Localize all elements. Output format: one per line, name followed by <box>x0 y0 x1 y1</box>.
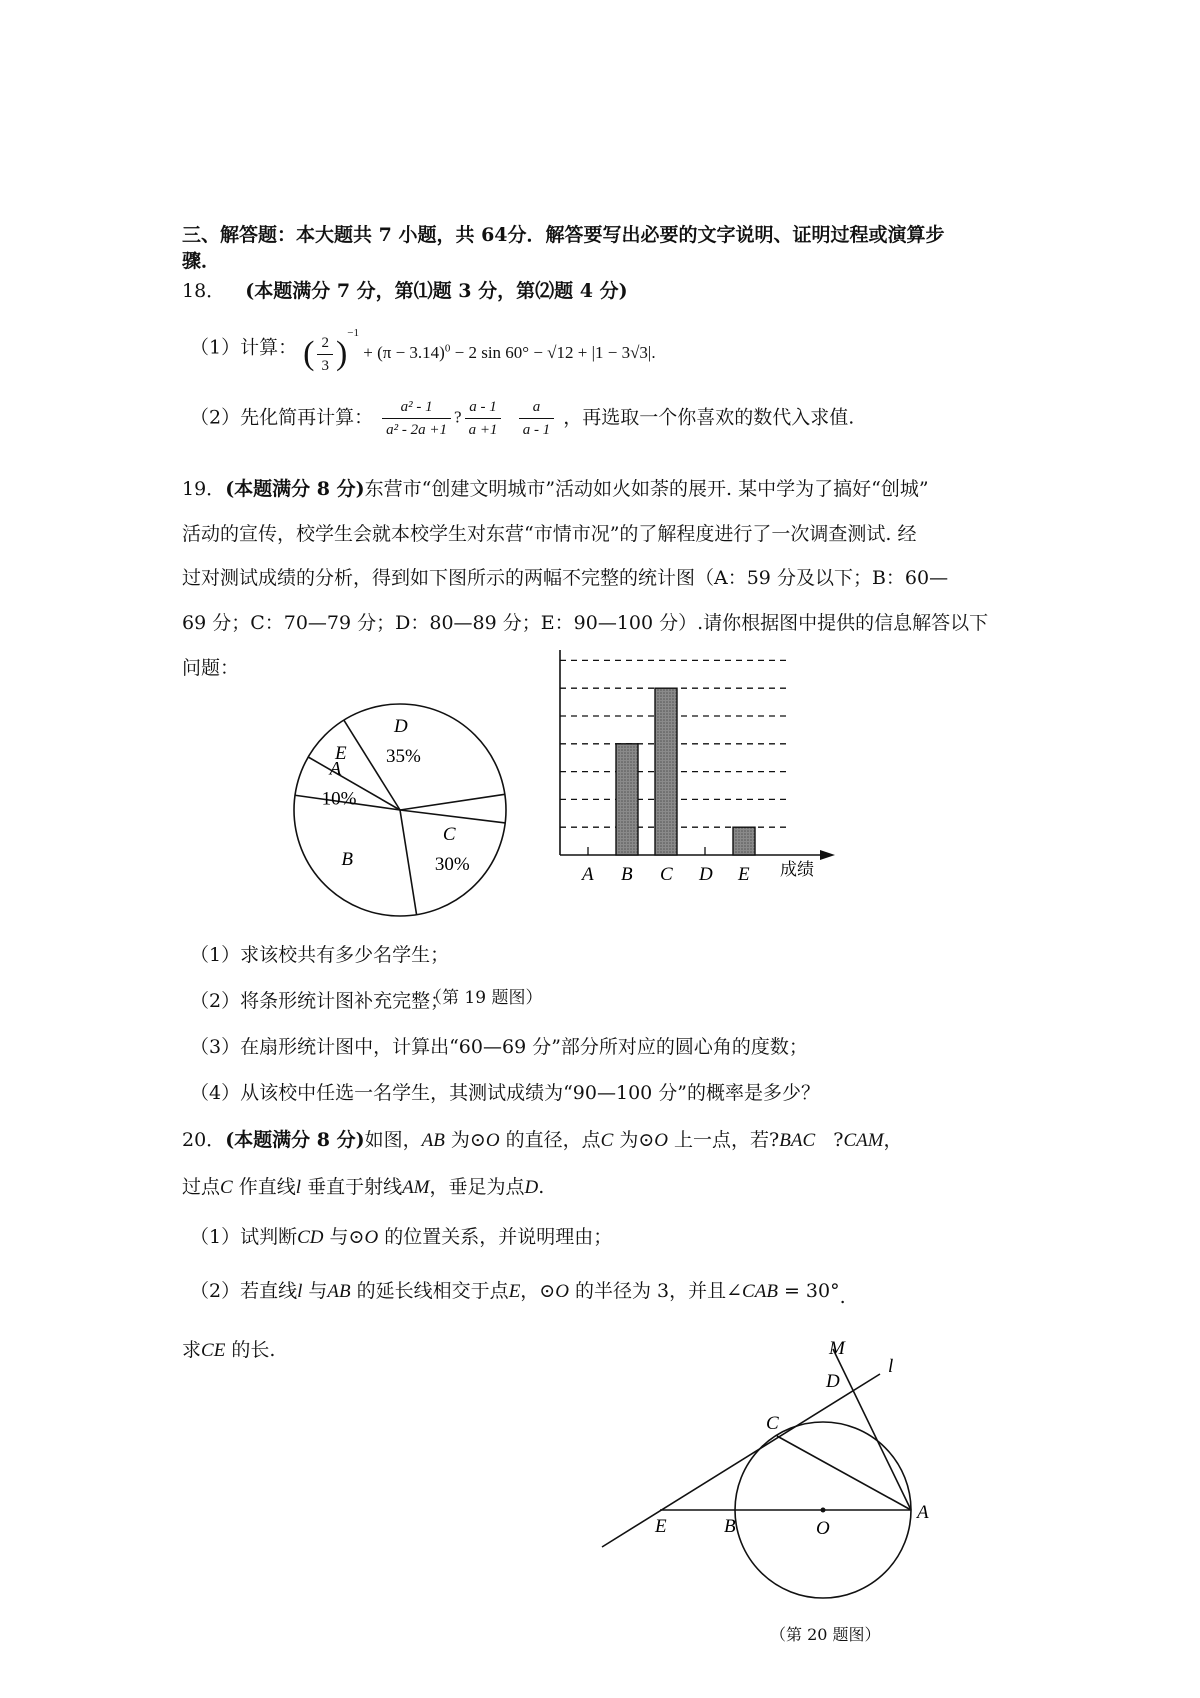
q18-part1 <box>190 320 656 377</box>
q20-text: 垂直于射线 <box>301 1176 403 1198</box>
math-CD: CD <box>297 1227 324 1248</box>
section-heading-cont: 骤． <box>182 250 221 272</box>
math-C: C <box>220 1177 233 1198</box>
pie-divider <box>400 810 505 823</box>
q19-sub2: （2）将条形统计图补充完整； <box>190 990 450 1012</box>
math-E: E <box>508 1281 521 1302</box>
math-O: O <box>485 1130 500 1151</box>
x-tick-label-A: A <box>582 864 594 885</box>
q19-points: (本题满分 8 分) <box>225 478 365 500</box>
label-O: O <box>816 1518 830 1539</box>
pie-label-B: B <box>341 849 353 871</box>
pie-label-C: C <box>442 824 456 846</box>
line-AM <box>833 1349 911 1510</box>
q20-text: 如图， <box>364 1129 422 1151</box>
geometry-figure <box>590 1340 940 1630</box>
bar-chart <box>540 650 920 970</box>
q20-text: 作直线 <box>232 1176 296 1198</box>
q20-text: 与 <box>302 1280 328 1302</box>
q19-line3: 过对测试成绩的分析，得到如下图所示的两幅不完整的统计图（A：59 分及以下；B：60— <box>182 567 949 589</box>
q18-f3-den: a - 1 <box>522 422 551 438</box>
q19-sub4: （4）从该校中任选一名学生，其测试成绩为“90—100 分”的概率是多少？ <box>190 1082 820 1104</box>
bar-C <box>655 688 677 855</box>
label-l: l <box>888 1356 894 1377</box>
label-D: D <box>826 1371 840 1392</box>
q20-text: （2）若直线 <box>190 1280 298 1302</box>
x-tick-label-D: D <box>699 864 713 885</box>
q20-text: 的位置关系，并说明理由； <box>378 1226 613 1248</box>
q18-part2-label: （2）先化简再计算： <box>190 406 374 429</box>
label-E: E <box>655 1516 667 1537</box>
math-C: C <box>600 1130 614 1151</box>
q18-rest2: − 2 sin 60° − √12 + |1 − 3√3|. <box>450 343 656 362</box>
pie-percent-D: 35% <box>386 746 421 767</box>
math-BAC: BAC <box>779 1130 816 1151</box>
section-heading: 三、解答题：本大题共 7 小题，共 64分．解答要写出必要的文字说明、证明过程或演算步 <box>182 224 945 246</box>
q20-text: 的长. <box>225 1339 276 1361</box>
bar-E <box>733 827 755 855</box>
q18-frac-num: 2 <box>317 332 333 355</box>
q20-line2 <box>182 1174 544 1201</box>
q20-text: ，⊙ <box>520 1280 556 1302</box>
q18-part2-formula <box>379 396 557 441</box>
q20-text: 为⊙ <box>613 1129 655 1151</box>
q20-points: (本题满分 8 分) <box>225 1129 365 1151</box>
q18-header <box>182 278 628 304</box>
pie-chart <box>270 680 530 940</box>
q20-text: = 30° <box>777 1280 840 1302</box>
q18-f2-den: a +1 <box>468 422 498 438</box>
q18-exp: −1 <box>347 327 360 339</box>
q19-line2: 活动的宣传，校学生会就本校学生对东营“市情市况”的了解程度进行了一次调查测试. 经 <box>182 523 917 545</box>
pie-label-A: A <box>329 758 342 780</box>
q19-sub1: （1）求该校共有多少名学生； <box>190 944 450 966</box>
q18-exp0: 0 <box>444 342 451 355</box>
math-AB: AB <box>421 1130 445 1151</box>
line-CA <box>777 1436 911 1510</box>
q18-number: 18． <box>182 280 226 302</box>
math-l: l <box>295 1177 302 1198</box>
q20-text: ? <box>815 1129 844 1151</box>
q19-line5: 问题： <box>182 657 240 679</box>
q20-text: ， <box>883 1129 903 1151</box>
q20-text: 与⊙ <box>323 1226 365 1248</box>
center-dot <box>821 1508 826 1513</box>
math-D: D <box>524 1177 539 1198</box>
q20-text: 过点 <box>182 1176 221 1198</box>
q18-points: (本题满分 7 分，第⑴题 3 分，第⑵题 4 分) <box>245 280 628 302</box>
q20-text: 的半径为 3，并且∠ <box>568 1280 743 1302</box>
q18-f2-num: a - 1 <box>465 396 502 419</box>
math-O: O <box>555 1281 569 1302</box>
q20-number: 20． <box>182 1129 226 1151</box>
label-B: B <box>724 1516 736 1537</box>
q20-text: 为⊙ <box>444 1129 486 1151</box>
pie-label-D: D <box>394 716 408 737</box>
q18-part1-formula: ( $\frac{2}{3}$ )$^{-1} + (\pi - 3.14)^0 - 2$ sin 60° − √12 + |1 − 3√3|. <box>303 320 655 377</box>
pie-percent-C: 30% <box>434 854 470 876</box>
q20-text: . <box>839 1286 846 1308</box>
x-axis-arrow <box>820 850 835 860</box>
q18-frac-den: 3 <box>321 357 329 374</box>
math-CE: CE <box>201 1340 226 1361</box>
q19-sub3: （3）在扇形统计图中，计算出“60—69 分”部分所对应的圆心角的度数； <box>190 1036 808 1058</box>
pie-percent-A: 10% <box>321 788 357 810</box>
q18-part1-label: （1）计算： <box>190 336 298 359</box>
q20-text: ，垂足为点 <box>429 1176 525 1198</box>
q20-tail <box>182 1337 275 1364</box>
q19-text1: 东营市“创建文明城市”活动如火如荼的展开. 某中学为了搞好“创城” <box>364 478 929 500</box>
q20-text: 求 <box>182 1339 202 1361</box>
x-tick-label-C: C <box>660 864 673 885</box>
q19-caption: （第 19 题图） <box>425 988 543 1008</box>
x-axis-label: 成绩 <box>780 860 814 879</box>
pie-divider <box>400 794 505 810</box>
math-CAM: CAM <box>843 1130 884 1151</box>
math-O: O <box>364 1227 379 1248</box>
q19-number: 19． <box>182 478 226 500</box>
q20-text: 的直径，点 <box>499 1129 601 1151</box>
q18-part2 <box>190 396 854 441</box>
q18-part2-tail: ，再选取一个你喜欢的数代入求值. <box>563 406 855 429</box>
q19-line4: 69 分；C：70—79 分；D：80—89 分；E：90—100 分）.请你根据图中提供的信息解答以下 <box>182 612 989 634</box>
q18-f3-num: a <box>519 396 555 419</box>
label-A: A <box>917 1502 929 1523</box>
math-O: O <box>654 1130 668 1151</box>
q20-sub1 <box>190 1224 612 1251</box>
line-l <box>602 1374 880 1547</box>
bar-B <box>616 744 638 855</box>
q20-text: （1）试判断 <box>190 1226 298 1248</box>
x-tick-label-B: B <box>621 864 633 885</box>
q19-line1 <box>182 476 929 502</box>
math-CAB: CAB <box>742 1281 778 1302</box>
pie-label-E: E <box>335 743 347 765</box>
q20-line1 <box>182 1127 903 1154</box>
q20-text: 的延长线相交于点 <box>350 1280 509 1302</box>
q18-op1: ? <box>454 407 462 427</box>
pie-divider <box>400 810 417 915</box>
x-tick-label-E: E <box>738 864 750 885</box>
q20-caption: （第 20 题图） <box>770 1625 881 1644</box>
q18-f1-num: a² - 1 <box>382 396 451 419</box>
q20-text: 上一点，若? <box>668 1129 780 1151</box>
q18-rest: + (π − 3.14) <box>363 343 445 362</box>
math-AM: AM <box>402 1177 430 1198</box>
q20-text: . <box>538 1176 545 1198</box>
q20-sub2 <box>190 1278 846 1310</box>
q18-f1-den: a² - 2a +1 <box>386 422 448 438</box>
math-l: l <box>297 1281 303 1302</box>
math-AB: AB <box>327 1281 351 1302</box>
label-M: M <box>829 1340 845 1359</box>
label-C: C <box>766 1413 779 1434</box>
